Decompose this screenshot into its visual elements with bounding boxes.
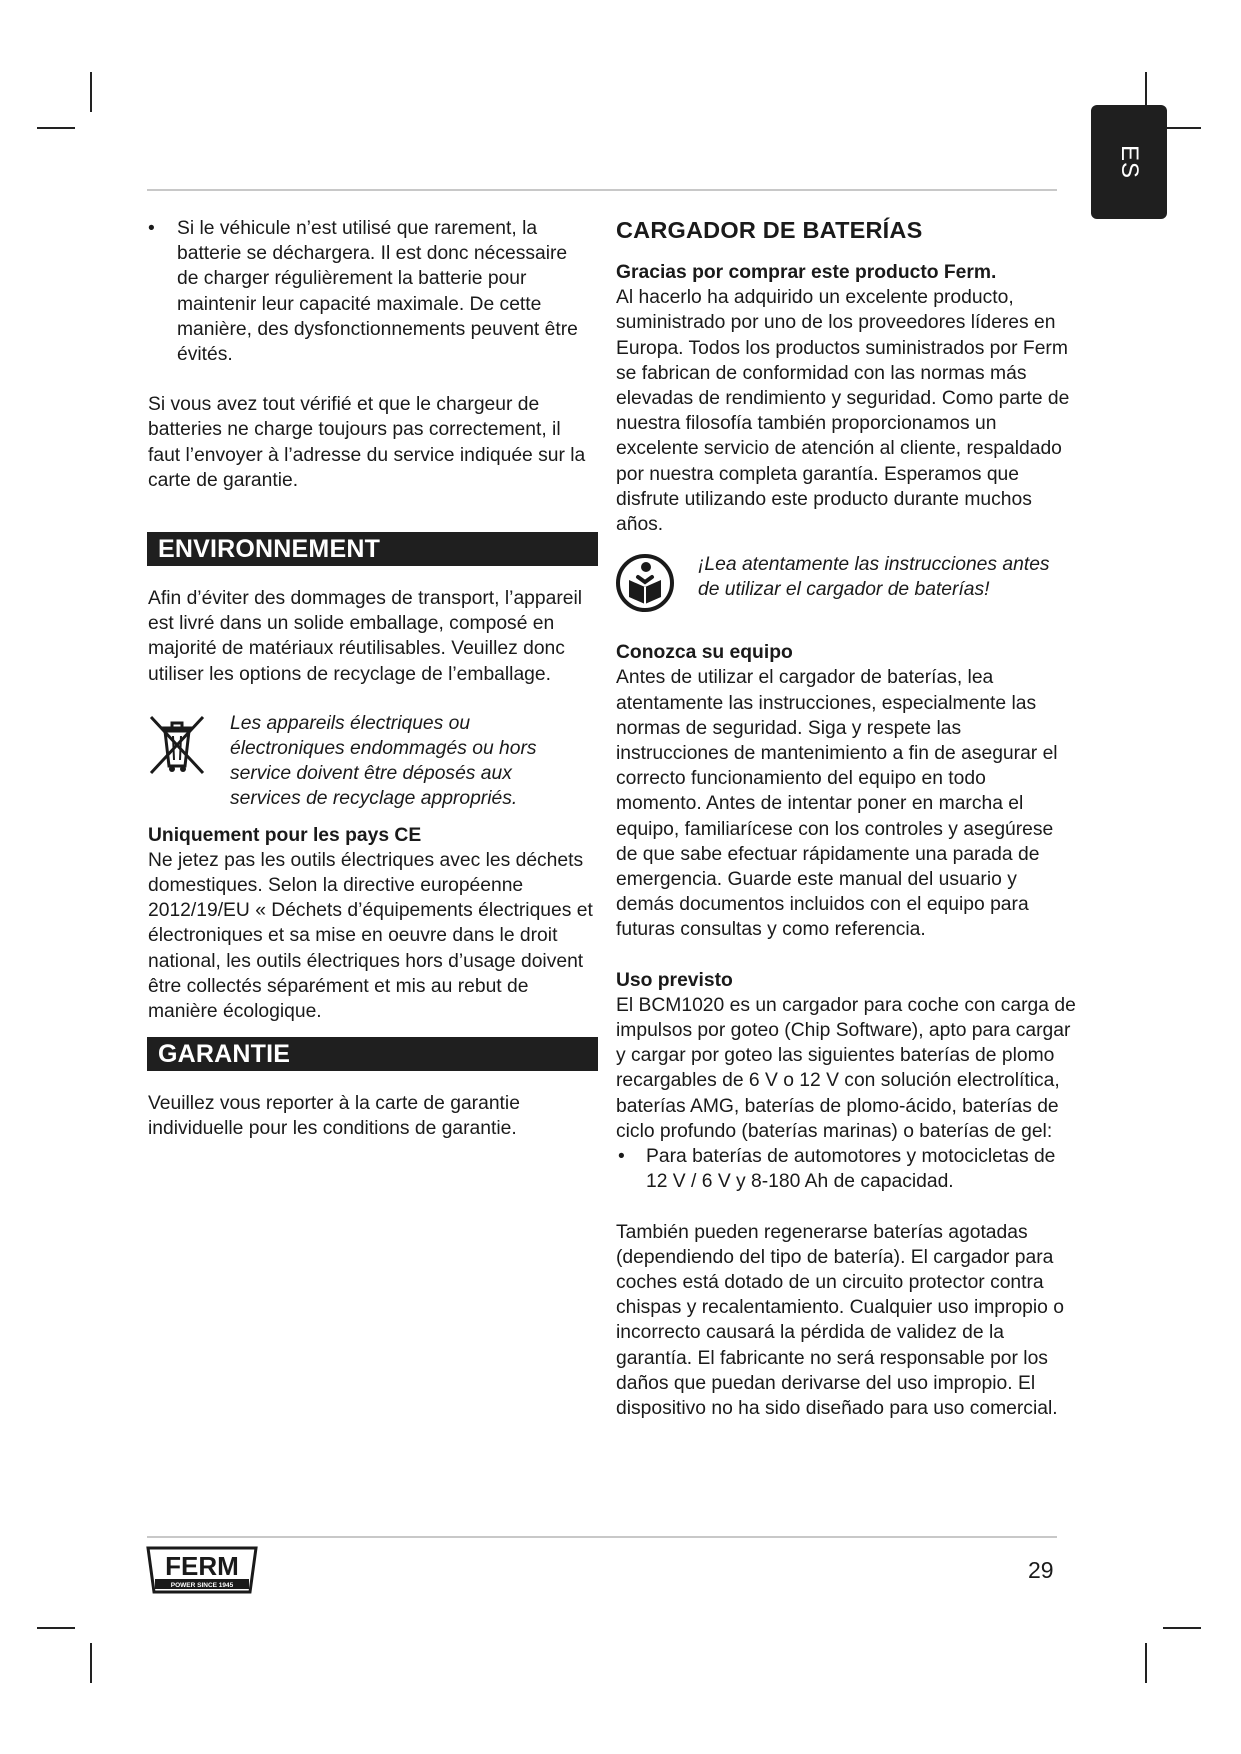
- logo-tagline: POWER SINCE 1945: [170, 1582, 234, 1589]
- check-paragraph: Si vous avez tout vérifié et que le chargeur de batteries ne charge toujours pas correctement, il faut l’envoyer à l’adresse du service indiquée sur la carte de garantie.: [148, 394, 586, 491]
- weee-note-text: Les appareils électriques ou électroniques endommagés ou hors service doivent être déposés aux services de recyclage appropriés.: [230, 712, 537, 810]
- right-column: [616, 216, 1076, 1421]
- footer-rule: [147, 1536, 1057, 1538]
- left-column: [148, 216, 598, 1142]
- crop-mark: [1145, 1643, 1147, 1683]
- weee-note: [148, 711, 598, 812]
- language-tab-label: ES: [1116, 144, 1143, 180]
- crop-mark: [90, 72, 92, 112]
- read-manual-icon: [616, 554, 674, 612]
- header-rule: [147, 189, 1057, 191]
- list-item: [148, 216, 598, 367]
- ce-text: Ne jetez pas les outils électriques avec les déchets domestiques. Selon la directive européenne 2012/19/EU « Déchets d’équipements électriques et électroniques et sa mise en oeuvre dans le droit national, les outils électriques hors d’usage doivent être collectés séparément et mis au rebut de manière écologique.: [148, 849, 593, 1023]
- environment-text: Afin d’éviter des dommages de transport, l’appareil est livré dans un solide emballage, composé en majorité de matériaux réutilisables. Veuillez donc utiliser les options de recyclage de l’emballage.: [148, 588, 583, 685]
- regen-text: También pueden regenerarse baterías agotadas (dependiendo del tipo de batería). El cargador para coches está dotado de un circuito protector contra chispas y recalentamiento. Cualquier uso impropio o incorrecto causará la pérdida de validez de la garantía. El fabricante no será responsable por los daños que puedan derivarse del uso impropio. El dispositivo no ha sido diseñado para uso comercial.: [616, 1221, 1064, 1419]
- bullet-intro-text: Si le véhicule n’est utilisé que rarement, la batterie se déchargera. Il est donc nécessaire de charger régulièrement la batterie pour maintenir leur capacité maximale. De cette manière, des dysfonctionnements peuvent être évités.: [177, 218, 578, 366]
- use-bullet-text: Para baterías de automotores y motocicletas de 12 V / 6 V y 8-180 Ah de capacidad.: [646, 1146, 1056, 1193]
- crop-mark: [90, 1643, 92, 1683]
- use-heading: Uso previsto: [616, 969, 733, 991]
- thanks-heading: Gracias por comprar este producto Ferm.: [616, 262, 997, 283]
- page-number: 29: [1028, 1557, 1054, 1583]
- read-instructions-note: [616, 552, 1076, 614]
- crop-mark: [37, 127, 75, 129]
- list-item: [616, 1144, 1076, 1194]
- crossed-bin-icon: [148, 714, 206, 776]
- warranty-heading: GARANTIE: [147, 1037, 598, 1071]
- logo-brand: FERM: [165, 1551, 239, 1581]
- bullet-dot: •: [148, 218, 155, 239]
- know-heading: Conozca su equipo: [616, 642, 793, 664]
- ferm-logo: [146, 1546, 258, 1594]
- ce-heading: Uniquement pour les pays CE: [148, 824, 422, 846]
- use-text: El BCM1020 es un cargador para coche con carga de impulsos por goteo (Chip Software), apto para cargar y cargar por goteo las siguientes baterías de plomo recargables de 6 V o 12 V con solución electrolítica, baterías AMG, baterías de plomo-ácido, baterías de ciclo profundo (baterías marinas) o baterías de gel:: [616, 994, 1076, 1142]
- language-tab: [1091, 105, 1167, 219]
- environment-heading: ENVIRONNEMENT: [147, 532, 598, 566]
- read-instructions-text: ¡Lea atentamente las instrucciones antes de utilizar el cargador de baterías!: [698, 554, 1050, 601]
- warranty-text: Veuillez vous reporter à la carte de garantie individuelle pour les conditions de garantie.: [148, 1093, 520, 1140]
- thanks-text: Al hacerlo ha adquirido un excelente producto, suministrado por uno de los proveedores líderes en Europa. Todos los productos suministrados por Ferm se fabrican de conformidad con las normas más elevadas de rendimiento y seguridad. Como parte de nuestra filosofía también proporcionamos un excelente servicio de atención al cliente, respaldado por nuestra completa garantía. Esperamos que disfrute utilizando este producto durante muchos años.: [616, 287, 1070, 536]
- know-text: Antes de utilizar el cargador de baterías, lea atentamente las instrucciones, especialmente las normas de seguridad. Siga y respete las instrucciones de mantenimiento a fin de asegurar el correcto funcionamiento del equipo en todo momento. Antes de intentar poner en marcha el equipo, familiarícese con los controles y asegúrese de que sabe efectuar rápidamente una parada de emergencia. Guarde este manual del usuario y demás documentos incluidos con el equipo para futuras consultas y como referencia.: [616, 667, 1058, 941]
- page-title: CARGADOR DE BATERÍAS: [616, 217, 923, 243]
- crop-mark: [1163, 127, 1201, 129]
- bullet-dot: •: [618, 1146, 625, 1168]
- crop-mark: [1163, 1627, 1201, 1629]
- crop-mark: [37, 1627, 75, 1629]
